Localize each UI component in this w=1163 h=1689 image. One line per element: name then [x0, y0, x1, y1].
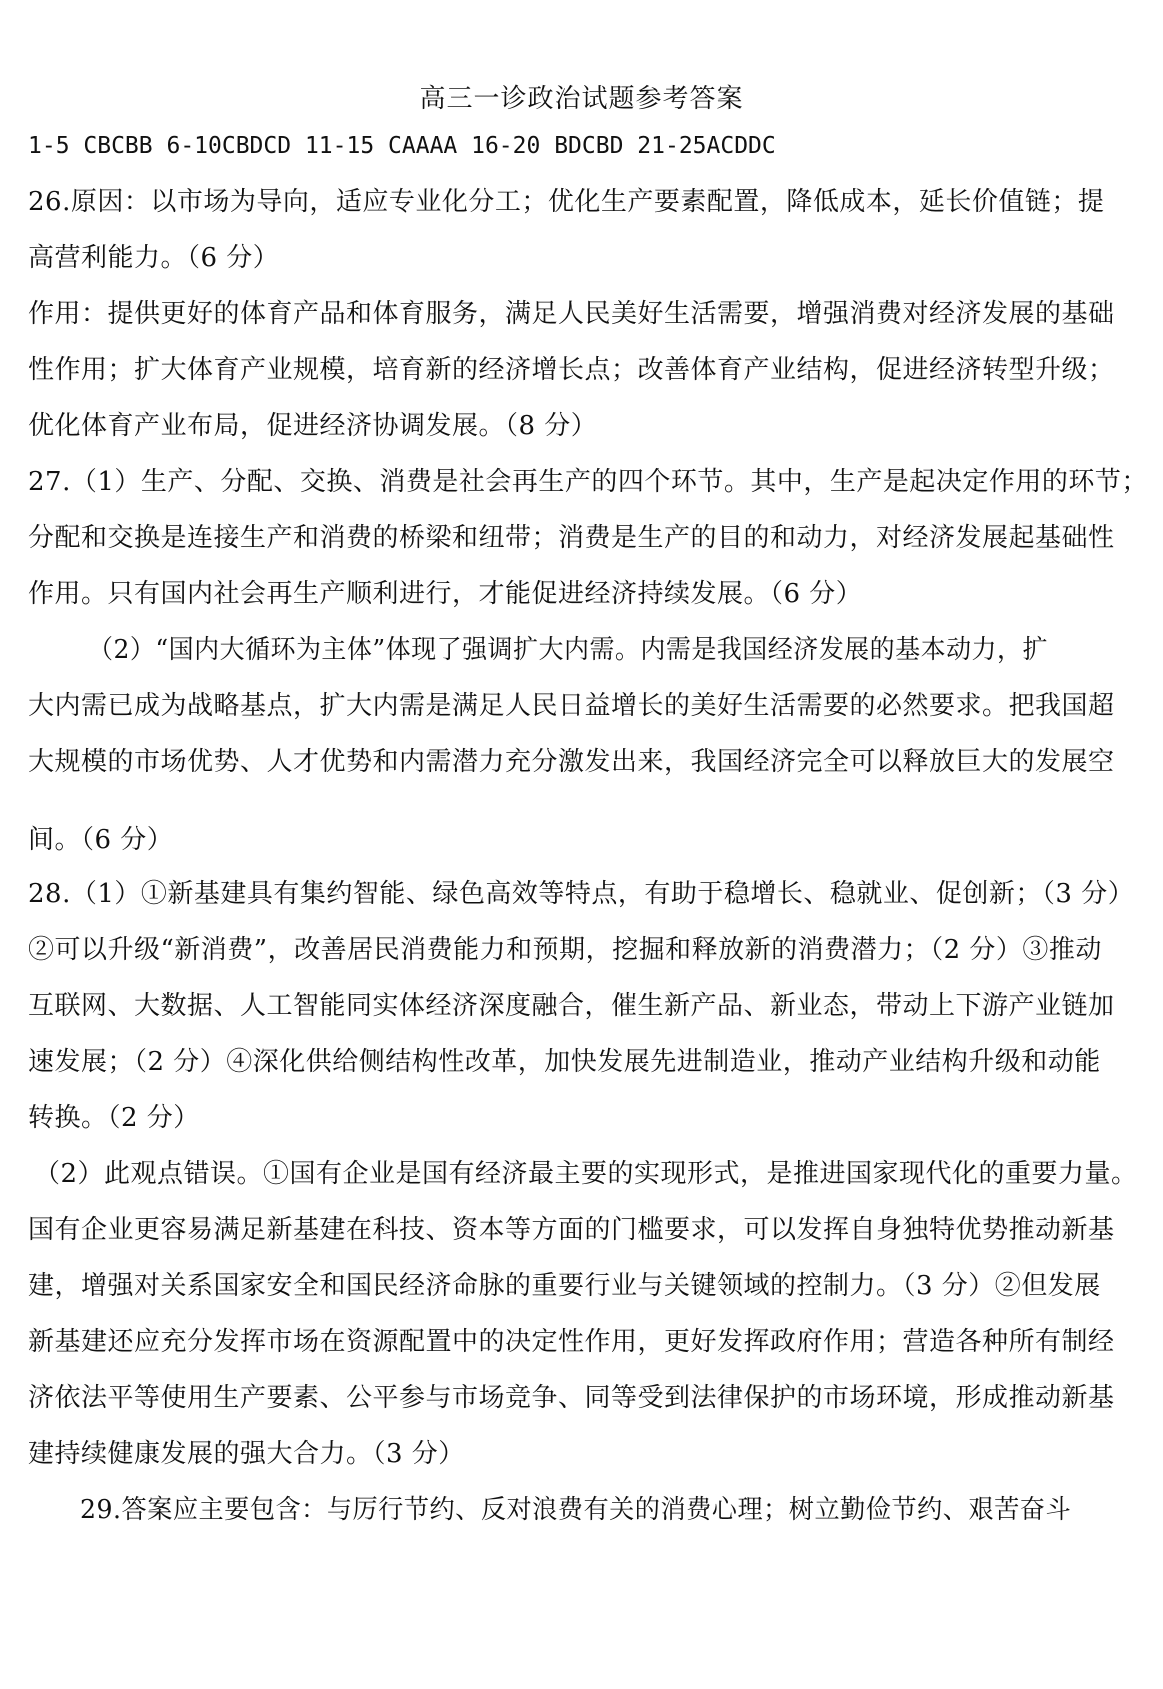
q28-part2-line-2: 国有企业更容易满足新基建在科技、资本等方面的门槛要求，可以发挥自身独特优势推动新基	[28, 1215, 1115, 1245]
q28-part1-line-5: 转换。（2 分）	[28, 1103, 200, 1133]
q28-part2-line-3: 建，增强对关系国家安全和国民经济命脉的重要行业与关键领域的控制力。（3 分）②但发展	[28, 1271, 1101, 1301]
answer-key-line: 1-5 CBCBB 6-10CBDCD 11-15 CAAAA 16-20 BDCBD 21-25ACDDC	[28, 133, 776, 159]
q26-effect-line-3: 优化体育产业布局，促进经济协调发展。（8 分）	[28, 411, 598, 441]
q27-part2-line-1: （2）“国内大循环为主体”体现了强调扩大内需。内需是我国经济发展的基本动力，扩	[88, 635, 1048, 665]
q27-part1-line-2: 分配和交换是连接生产和消费的桥梁和纽带；消费是生产的目的和动力，对经济发展起基础性	[28, 523, 1115, 553]
q26-reason-line-1: 26.原因：以市场为导向，适应专业化分工；优化生产要素配置，降低成本，延长价值链；提	[28, 187, 1105, 217]
q27-part2-line-3: 大规模的市场优势、人才优势和内需潜力充分激发出来，我国经济完全可以释放巨大的发展空	[28, 747, 1115, 777]
q27-part1-line-1: 27.（1）生产、分配、交换、消费是社会再生产的四个环节。其中，生产是起决定作用的环节；	[28, 467, 1148, 497]
q28-part1-line-1: 28.（1）①新基建具有集约智能、绿色高效等特点，有助于稳增长、稳就业、促创新；（3 分）	[28, 879, 1135, 909]
q29-line-1: 29.答案应主要包含：与厉行节约、反对浪费有关的消费心理；树立勤俭节约、艰苦奋斗	[80, 1495, 1072, 1525]
q27-part1-line-3: 作用。只有国内社会再生产顺利进行，才能促进经济持续发展。（6 分）	[28, 579, 863, 609]
q27-part2-line-4: 间。（6 分）	[28, 825, 174, 855]
q28-part2-line-4: 新基建还应充分发挥市场在资源配置中的决定性作用，更好发挥政府作用；营造各种所有制经	[28, 1327, 1115, 1357]
q26-effect-line-2: 性作用；扩大体育产业规模，培育新的经济增长点；改善体育产业结构，促进经济转型升级；	[28, 355, 1115, 385]
q28-part1-line-3: 互联网、大数据、人工智能同实体经济深度融合，催生新产品、新业态，带动上下游产业链加	[28, 991, 1115, 1021]
q28-part2-line-1: （2）此观点错误。①国有企业是国有经济最主要的实现形式，是推进国家现代化的重要力量。	[34, 1159, 1138, 1189]
q28-part1-line-2: ②可以升级“新消费”，改善居民消费能力和预期，挖掘和释放新的消费潜力；（2 分）③推动	[28, 935, 1102, 965]
q26-effect-line-1: 作用：提供更好的体育产品和体育服务，满足人民美好生活需要，增强消费对经济发展的基础	[28, 299, 1115, 329]
document-title: 高三一诊政治试题参考答案	[419, 84, 744, 114]
q28-part2-line-6: 建持续健康发展的强大合力。（3 分）	[28, 1439, 465, 1469]
q28-part1-line-4: 速发展；（2 分）④深化供给侧结构性改革，加快发展先进制造业，推动产业结构升级和动能	[28, 1047, 1101, 1077]
q27-part2-line-2: 大内需已成为战略基点，扩大内需是满足人民日益增长的美好生活需要的必然要求。把我国超	[28, 691, 1115, 721]
q26-reason-line-2: 高营利能力。（6 分）	[28, 243, 280, 273]
q28-part2-line-5: 济依法平等使用生产要素、公平参与市场竞争、同等受到法律保护的市场环境，形成推动新基	[28, 1383, 1115, 1413]
